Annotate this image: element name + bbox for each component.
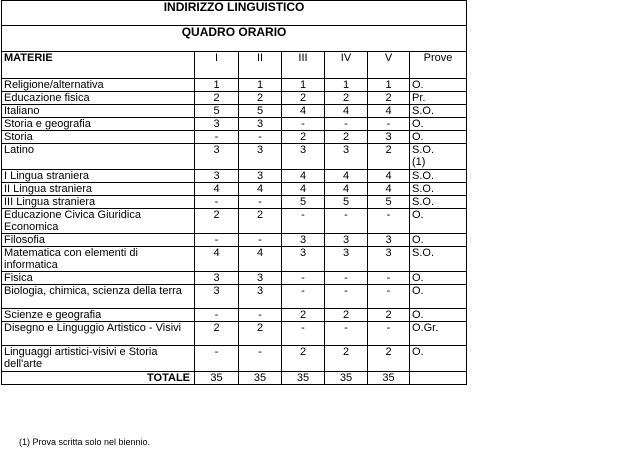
hours-cell-year-1: 1 <box>195 79 239 92</box>
indirizzo-title: INDIRIZZO LINGUISTICO <box>2 1 467 26</box>
hours-cell-year-2: 4 <box>239 183 282 196</box>
hours-cell-year-5: - <box>368 322 410 346</box>
subject-cell: Filosofia <box>2 234 195 247</box>
hours-cell-year-5: 1 <box>368 79 410 92</box>
hours-cell-year-1: 5 <box>195 105 239 118</box>
hours-cell-year-2: 3 <box>239 144 282 170</box>
hours-cell-year-5: 2 <box>368 144 410 170</box>
hours-cell-year-4: 2 <box>325 92 368 105</box>
total-row <box>2 372 467 385</box>
hours-cell-year-3: - <box>282 272 325 285</box>
hours-cell-year-2: - <box>239 131 282 144</box>
hours-cell-year-1: 2 <box>195 92 239 105</box>
prove-cell <box>410 322 467 346</box>
quadro-row <box>2 26 467 52</box>
hours-cell-year-4: 2 <box>325 131 368 144</box>
column-header-row <box>2 52 467 79</box>
prove-value: O.Gr. <box>412 322 439 334</box>
hours-cell-year-5: 5 <box>368 196 410 209</box>
hours-cell-year-3: 4 <box>282 170 325 183</box>
hours-cell-year-2: - <box>239 346 282 372</box>
prove-cell <box>410 285 467 309</box>
prove-cell <box>410 79 467 92</box>
prove-cell <box>410 92 467 105</box>
prove-cell <box>410 209 467 234</box>
hours-cell-year-1: 2 <box>195 209 239 234</box>
prove-cell <box>410 247 467 272</box>
hours-cell-year-2: 3 <box>239 272 282 285</box>
total-hours-year-1: 35 <box>195 372 239 385</box>
hours-cell-year-5: 3 <box>368 131 410 144</box>
hours-cell-year-1: 3 <box>195 170 239 183</box>
prove-cell <box>410 144 467 170</box>
hours-cell-year-2: 3 <box>239 170 282 183</box>
table-row <box>2 247 467 272</box>
hours-cell-year-4: 2 <box>325 346 368 372</box>
total-label: TOTALE <box>2 372 195 385</box>
prove-cell <box>410 131 467 144</box>
hours-cell-year-5: 4 <box>368 170 410 183</box>
prove-value: S.O. <box>412 144 435 156</box>
hours-cell-year-4: 4 <box>325 170 368 183</box>
hours-cell-year-1: - <box>195 234 239 247</box>
table-row <box>2 183 467 196</box>
prove-value: S.O. <box>412 183 435 195</box>
hours-cell-year-4: - <box>325 272 368 285</box>
hours-cell-year-1: 4 <box>195 247 239 272</box>
hours-cell-year-5: - <box>368 285 410 309</box>
prove-value: O. <box>412 285 424 297</box>
hours-cell-year-3: 2 <box>282 309 325 322</box>
subject-cell: III Lingua straniera <box>2 196 195 209</box>
hours-cell-year-1: 3 <box>195 272 239 285</box>
table-row <box>2 322 467 346</box>
materie-header: MATERIE <box>2 52 195 79</box>
prove-value: O. <box>412 79 424 91</box>
hours-cell-year-2: 2 <box>239 209 282 234</box>
prove-header: Prove <box>410 52 467 79</box>
table-row <box>2 105 467 118</box>
hours-cell-year-4: - <box>325 118 368 131</box>
hours-cell-year-2: - <box>239 234 282 247</box>
table-row <box>2 79 467 92</box>
hours-cell-year-2: 1 <box>239 79 282 92</box>
total-prove-cell <box>410 372 467 385</box>
hours-cell-year-3: 3 <box>282 144 325 170</box>
hours-cell-year-3: - <box>282 322 325 346</box>
hours-cell-year-3: 2 <box>282 92 325 105</box>
hours-cell-year-5: - <box>368 272 410 285</box>
prove-value: O. <box>412 272 424 284</box>
table-row <box>2 234 467 247</box>
indirizzo-row <box>2 1 467 26</box>
prove-value: O. <box>412 346 424 358</box>
hours-cell-year-2: 5 <box>239 105 282 118</box>
hours-cell-year-5: - <box>368 209 410 234</box>
table-row <box>2 196 467 209</box>
hours-cell-year-5: - <box>368 118 410 131</box>
subject-cell: Linguaggi artistici-visivi e Storia dell'arte <box>2 346 195 372</box>
table-row <box>2 272 467 285</box>
hours-cell-year-5: 3 <box>368 247 410 272</box>
hours-cell-year-1: 3 <box>195 285 239 309</box>
table-row <box>2 309 467 322</box>
hours-cell-year-2: - <box>239 309 282 322</box>
hours-cell-year-4: 3 <box>325 247 368 272</box>
hours-cell-year-4: - <box>325 285 368 309</box>
quadro-title: QUADRO ORARIO <box>2 26 467 52</box>
subject-cell: Scienze e geografia <box>2 309 195 322</box>
total-hours-year-5: 35 <box>368 372 410 385</box>
subject-cell: II Lingua straniera <box>2 183 195 196</box>
prove-value: O. <box>412 234 424 246</box>
table-row <box>2 144 467 170</box>
hours-cell-year-3: 3 <box>282 234 325 247</box>
hours-cell-year-2: 3 <box>239 285 282 309</box>
prove-cell <box>410 272 467 285</box>
hours-cell-year-2: - <box>239 196 282 209</box>
table-row <box>2 346 467 372</box>
prove-cell <box>410 118 467 131</box>
prove-value: S.O. <box>412 105 435 117</box>
prove-cell <box>410 309 467 322</box>
hours-cell-year-3: 4 <box>282 105 325 118</box>
hours-cell-year-3: - <box>282 209 325 234</box>
total-hours-year-3: 35 <box>282 372 325 385</box>
year-header-3: III <box>282 52 325 79</box>
hours-cell-year-2: 2 <box>239 322 282 346</box>
subject-cell: Storia <box>2 131 195 144</box>
prove-value: O. <box>412 118 424 130</box>
prove-cell <box>410 196 467 209</box>
subject-cell: Biologia, chimica, scienza della terra <box>2 285 195 309</box>
subject-cell: I Lingua straniera <box>2 170 195 183</box>
prove-value: S.O. <box>412 196 435 208</box>
hours-cell-year-3: 2 <box>282 131 325 144</box>
subject-cell: Educazione Civica Giuridica Economica <box>2 209 195 234</box>
hours-cell-year-3: 5 <box>282 196 325 209</box>
prove-cell <box>410 346 467 372</box>
table-row <box>2 131 467 144</box>
prove-value: O. <box>412 309 424 321</box>
subject-cell: Educazione fisica <box>2 92 195 105</box>
hours-cell-year-5: 3 <box>368 234 410 247</box>
subject-cell: Fisica <box>2 272 195 285</box>
hours-cell-year-4: 4 <box>325 105 368 118</box>
subject-cell: Italiano <box>2 105 195 118</box>
prove-value: O. <box>412 209 424 221</box>
hours-cell-year-5: 2 <box>368 346 410 372</box>
year-header-5: V <box>368 52 410 79</box>
hours-cell-year-2: 4 <box>239 247 282 272</box>
prove-cell <box>410 183 467 196</box>
subject-cell: Latino <box>2 144 195 170</box>
hours-cell-year-3: 4 <box>282 183 325 196</box>
hours-cell-year-3: 1 <box>282 79 325 92</box>
year-header-1: I <box>195 52 239 79</box>
prove-cell <box>410 170 467 183</box>
prove-value: O. <box>412 131 424 143</box>
hours-cell-year-1: 3 <box>195 144 239 170</box>
hours-cell-year-1: 2 <box>195 322 239 346</box>
prove-cell <box>410 105 467 118</box>
hours-cell-year-3: 3 <box>282 247 325 272</box>
hours-cell-year-3: 2 <box>282 346 325 372</box>
total-hours-year-2: 35 <box>239 372 282 385</box>
hours-cell-year-4: - <box>325 322 368 346</box>
hours-cell-year-4: 3 <box>325 144 368 170</box>
subject-cell: Matematica con elementi di informatica <box>2 247 195 272</box>
hours-cell-year-5: 4 <box>368 183 410 196</box>
footnote: (1) Prova scritta solo nel biennio. <box>19 437 151 447</box>
hours-cell-year-1: 3 <box>195 118 239 131</box>
prove-cell <box>410 234 467 247</box>
quadro-orario-table <box>1 0 467 385</box>
hours-cell-year-5: 2 <box>368 92 410 105</box>
hours-cell-year-4: 3 <box>325 234 368 247</box>
prove-footnote-ref: (1) <box>412 156 426 168</box>
prove-value: S.O. <box>412 170 435 182</box>
prove-value: Pr. <box>412 92 426 104</box>
table-row <box>2 285 467 309</box>
table-row <box>2 170 467 183</box>
table-row <box>2 209 467 234</box>
hours-cell-year-1: - <box>195 131 239 144</box>
hours-cell-year-3: - <box>282 285 325 309</box>
hours-cell-year-1: - <box>195 346 239 372</box>
table-row <box>2 92 467 105</box>
hours-cell-year-4: - <box>325 209 368 234</box>
hours-cell-year-4: 5 <box>325 196 368 209</box>
total-hours-year-4: 35 <box>325 372 368 385</box>
hours-cell-year-1: 4 <box>195 183 239 196</box>
hours-cell-year-3: - <box>282 118 325 131</box>
hours-cell-year-4: 4 <box>325 183 368 196</box>
subject-cell: Storia e geografia <box>2 118 195 131</box>
hours-cell-year-4: 1 <box>325 79 368 92</box>
year-header-2: II <box>239 52 282 79</box>
hours-cell-year-5: 4 <box>368 105 410 118</box>
hours-cell-year-5: 2 <box>368 309 410 322</box>
hours-cell-year-4: 2 <box>325 309 368 322</box>
table-row <box>2 118 467 131</box>
subject-cell: Disegno e Linguggio Artistico - Visivi <box>2 322 195 346</box>
hours-cell-year-2: 3 <box>239 118 282 131</box>
hours-cell-year-2: 2 <box>239 92 282 105</box>
subject-cell: Religione/alternativa <box>2 79 195 92</box>
prove-value: S.O. <box>412 247 435 259</box>
hours-cell-year-1: - <box>195 196 239 209</box>
hours-cell-year-1: - <box>195 309 239 322</box>
year-header-4: IV <box>325 52 368 79</box>
